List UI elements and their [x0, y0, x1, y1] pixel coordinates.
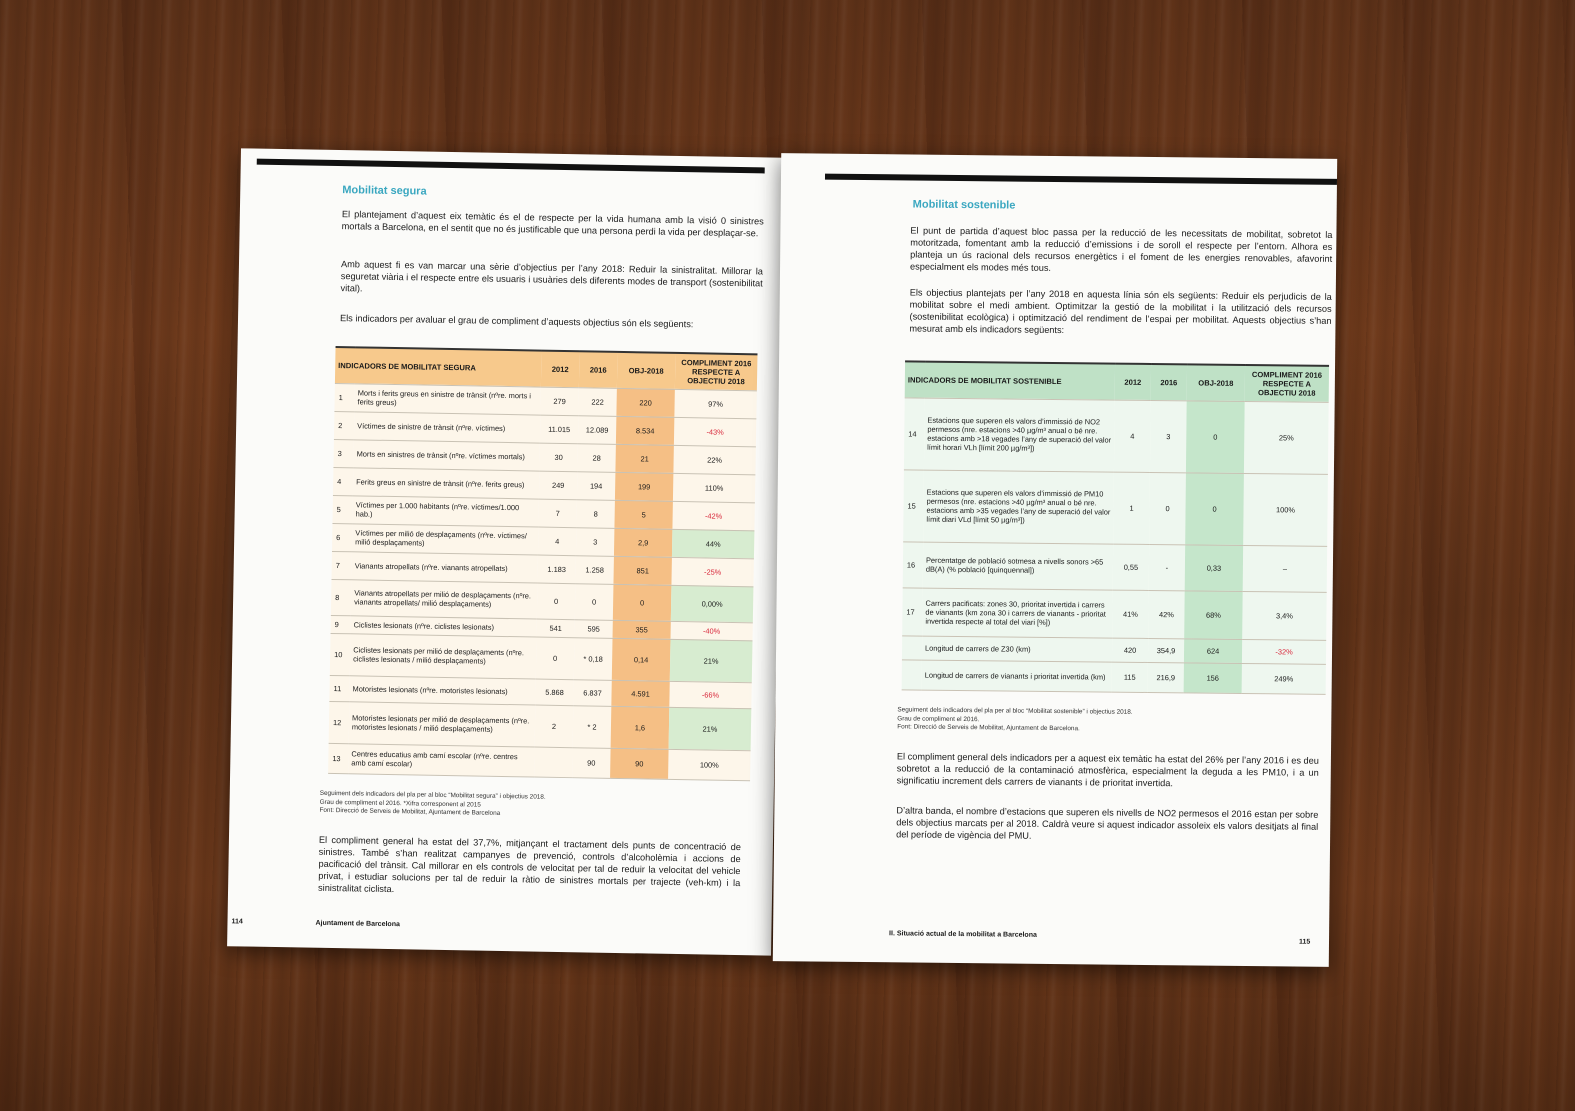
row-number: 12: [329, 701, 350, 743]
compliance-value: -66%: [669, 681, 751, 708]
compliance-value: 0,00%: [671, 585, 754, 622]
value-2012: 1: [1113, 472, 1150, 544]
compliance-value: -40%: [671, 621, 753, 640]
table-header: COMPLIMENT 2016 RESPECTE A OBJECTIU 2018: [675, 353, 758, 390]
compliance-value: –: [1243, 545, 1327, 592]
value-2012: 249: [539, 471, 577, 500]
row-number: 5: [332, 495, 352, 523]
value-2012: 0: [536, 637, 575, 680]
paragraph: Els indicadors per avaluar el grau de compliment d’aquests objectius són els següents:: [339, 313, 694, 330]
objective-2018: 68%: [1184, 590, 1242, 639]
row-number: 4: [333, 467, 353, 495]
compliance-value: -32%: [1242, 639, 1326, 664]
indicator-description: Vianants atropellats (nºre. vianants atropellats): [351, 551, 537, 582]
objective-2018: 355: [613, 620, 671, 639]
value-2016: 12.089: [578, 415, 616, 444]
table-row: [902, 587, 1326, 639]
value-2016: 28: [577, 443, 615, 472]
table-row: [328, 743, 750, 780]
row-number: 9: [331, 615, 351, 633]
table-row: [902, 659, 1326, 693]
indicator-description: Longitud de carrers de vianants i prioritat invertida (km): [922, 660, 1112, 692]
row-number: 11: [329, 675, 349, 701]
footnote: Font: Direcció de Serveis de Mobilitat, Ajuntament de Barcelona: [319, 806, 501, 818]
value-2012: 0,55: [1113, 544, 1149, 590]
value-2016: 354,9: [1148, 638, 1184, 662]
table-row: [329, 701, 752, 750]
value-2016: 194: [577, 471, 615, 500]
row-number: 1: [334, 383, 354, 411]
footnotes: [319, 790, 739, 823]
value-2016: 216,9: [1148, 662, 1184, 692]
indicator-description: Vianants atropellats per milió de desplaçaments (nºre. vianants atropellats/ milió desplaçaments): [351, 579, 538, 618]
table-header: 2012: [541, 351, 580, 388]
indicator-description: Estacions que superen els valors d’immissió de NO2 permesos (nre. estacions >40 µg/m³ anual o bé nre. estacions amb >18 vegades l’any de superació del valor límit horari VLh [límit 200 µg/m³]): [924, 398, 1115, 472]
objective-2018: 156: [1184, 662, 1242, 693]
value-2012: 115: [1112, 662, 1148, 692]
objective-2018: 199: [615, 472, 673, 501]
row-number: 16: [903, 541, 923, 587]
row-number: 15: [903, 469, 924, 541]
table-header: 2016: [579, 351, 618, 388]
objective-2018: 624: [1184, 638, 1242, 663]
value-2012: 11.015: [540, 415, 578, 444]
indicator-description: Carrers pacificats: zones 30, prioritat invertida i carrers de vianants (km zona 30 i carrers de vianants - prioritat invertida respecte al total del viari [%]): [922, 588, 1112, 638]
value-2012: 30: [539, 443, 577, 472]
compliance-value: 21%: [669, 707, 752, 750]
row-number: 2: [334, 411, 354, 439]
row-number: 6: [332, 523, 352, 551]
top-rule: [257, 159, 765, 174]
closing-paragraph: El compliment general dels indicadors per a aquest eix temàtic ha estat del 26% per l’any 2016 i es deu sobretot a la reducció de la contaminació atmosfèrica, especialment la deguda a les PM10, i a un significatiu increment dels carrers de vianants i de prioritat invertida.: [896, 751, 1319, 789]
compliance-value: 21%: [670, 639, 753, 682]
value-2016: 0: [575, 583, 614, 620]
page-number: 115: [1298, 938, 1311, 946]
objective-2018: 8.534: [616, 416, 674, 445]
row-number: 3: [333, 439, 353, 467]
value-2012: 420: [1112, 638, 1148, 662]
value-2012: 541: [537, 619, 575, 638]
table-header: INDICADORS DE MOBILITAT SEGURA: [335, 347, 542, 387]
compliance-value: -25%: [671, 557, 753, 586]
paragraph: Els objectius plantejats per l’any 2018 en aquesta línia són els següents: Reduir els perjudicis de la mobilitat sobre el medi ambient. Optimitzar la gestió de la mobilitat i la utilització dels recursos (sostenibilitat ecològica) i optimització del rendiment de l’espai per mobilitat. Aquests objectius s’han mesurat amb els indicadors següents:: [909, 287, 1332, 336]
table-row: [903, 469, 1328, 545]
indicator-description: Víctimes per milió de desplaçaments (nºre. víctimes/ milió desplaçaments): [352, 523, 538, 554]
value-2016: -: [1149, 544, 1185, 590]
value-2016: * 2: [573, 705, 612, 748]
indicator-description: Centres educatius amb camí escolar (nºre. centres amb camí escolar): [348, 743, 534, 776]
section-title: Mobilitat sostenible: [912, 198, 1016, 212]
row-number: 10: [330, 633, 351, 675]
objective-2018: 0,33: [1185, 544, 1243, 591]
value-2016: 3: [1150, 400, 1187, 472]
row-number: 7: [332, 551, 352, 579]
compliance-value: 110%: [673, 473, 755, 502]
compliance-value: 100%: [668, 749, 751, 780]
indicators-table: [328, 346, 757, 781]
compliance-value: 44%: [672, 529, 754, 558]
footnote: Font: Direcció de Serveis de Mobilitat, Ajuntament de Barcelona.: [897, 723, 1080, 733]
row-number: [902, 659, 922, 689]
value-2012: 2: [535, 705, 574, 748]
objective-2018: 2,9: [614, 528, 672, 557]
value-2012: 7: [538, 499, 576, 528]
value-2012: 5.868: [535, 679, 573, 706]
top-rule: [825, 174, 1337, 185]
row-number: 17: [902, 587, 923, 635]
table-header: 2016: [1151, 364, 1187, 400]
value-2016: * 0,18: [574, 637, 613, 680]
indicator-description: Percentatge de població sotmesa a nivells sonors >65 dB(A) (% població [quinquennal]): [923, 542, 1113, 590]
value-2016: 222: [578, 387, 616, 416]
objective-2018: 851: [613, 556, 671, 585]
value-2012: 279: [540, 387, 578, 416]
table-body: [902, 397, 1329, 693]
indicator-description: Motoristes lesionats per milió de desplaçaments (nºre. motoristes lesionats / milió desplaçaments): [349, 701, 536, 746]
running-footer: Ajuntament de Barcelona: [315, 919, 400, 929]
value-2012: 4: [1114, 400, 1151, 472]
left-page: [227, 148, 785, 955]
row-number: 14: [904, 397, 925, 469]
table-row: [903, 541, 1327, 591]
compliance-value: 100%: [1243, 473, 1328, 546]
table-header: COMPLIMENT 2016 RESPECTE A OBJECTIU 2018: [1245, 365, 1329, 402]
table-header: OBJ-2018: [617, 352, 676, 389]
indicator-description: Víctimes de sinistre de trànsit (nºre. víctimes): [354, 411, 540, 442]
compliance-value: 3,4%: [1242, 591, 1326, 640]
table-header: INDICADORS DE MOBILITAT SOSTENIBLE: [905, 361, 1115, 399]
objective-2018: 220: [616, 388, 674, 417]
compliance-value: 25%: [1244, 401, 1329, 474]
value-2012: [534, 747, 573, 778]
running-footer: II. Situació actual de la mobilitat a Barcelona: [889, 930, 1037, 939]
compliance-value: 97%: [674, 389, 756, 418]
footnote: Seguiment dels indicadors del pla per al bloc “Mobilitat sostenible” i objectius 2018.: [897, 706, 1133, 716]
objective-2018: 90: [610, 748, 669, 779]
compliance-value: 22%: [673, 445, 755, 474]
value-2016: 1.258: [575, 555, 613, 584]
indicator-description: Morts en sinistres de trànsit (nºre. víctimes mortals): [353, 439, 539, 470]
row-number: 13: [328, 743, 349, 773]
objective-2018: 0: [613, 584, 672, 621]
objective-2018: 4.591: [611, 680, 669, 707]
value-2016: 595: [575, 619, 613, 638]
value-2016: 6.837: [573, 679, 611, 706]
value-2012: 41%: [1112, 590, 1149, 638]
compliance-value: -43%: [674, 417, 756, 446]
indicator-description: Ciclistes lesionats (nºre. ciclistes lesionats): [351, 615, 537, 636]
value-2016: 3: [576, 527, 614, 556]
section-title: Mobilitat segura: [342, 184, 427, 198]
closing-paragraph: D’altra banda, el nombre d’estacions que superen els nivells de NO2 permesos el 2016 estan per sobre dels objectius marcats per al 2018. Caldrà veure si aquest indicador assoleix els valors desitjats al final del període de vigència del PMU.: [896, 805, 1319, 841]
value-2016: 8: [576, 499, 614, 528]
objective-2018: 0,14: [612, 638, 671, 681]
row-number: [902, 635, 922, 659]
right-page: [773, 153, 1337, 967]
footnote: Grau de compliment el 2016. *Xifra corresponent al 2015: [319, 798, 481, 809]
objective-2018: 21: [615, 444, 673, 473]
row-number: 8: [331, 579, 352, 615]
value-2016: 42%: [1148, 590, 1185, 638]
value-2012: 4: [538, 527, 576, 556]
indicator-description: Ferits greus en sinistre de trànsit (nºre. ferits greus): [353, 467, 539, 498]
value-2012: 0: [537, 583, 576, 620]
value-2012: 1.183: [537, 555, 575, 584]
compliance-value: -42%: [672, 501, 754, 530]
objective-2018: 0: [1185, 472, 1244, 545]
table-header: 2012: [1115, 364, 1151, 400]
indicator-description: Ciclistes lesionats per milió de desplaçaments (nºre. ciclistes lesionats / milió desplaçaments): [350, 633, 537, 678]
compliance-value: 249%: [1242, 663, 1326, 694]
indicators-table: [902, 360, 1329, 694]
objective-2018: 0: [1186, 400, 1245, 473]
table-row: [904, 397, 1329, 473]
objective-2018: 1,6: [611, 706, 670, 749]
table-row: [330, 633, 753, 682]
closing-paragraph: El compliment general ha estat del 37,7%, mitjançant el tractament dels punts de concentració de sinistres. També s’han realitzat campanyes de prevenció, controls d’alcoholèmia i accions de pacificació del trànsit. Cal millorar en els controls de velocitat per tal de reduir la velocitat del vehicle privat, i estudiar solucions per tal de reduir la ràtio de sinistres mortals per trajecte (veh-km) i la sinistralitat ciclista.: [318, 834, 741, 895]
value-2016: 0: [1149, 472, 1186, 544]
indicator-description: Víctimes per 1.000 habitants (nºre. víctimes/1.000 hab.): [352, 495, 538, 526]
paragraph: El punt de partida d’aquest bloc passa per la reducció de les necessitats de mobilitat, sobretot la motoritzada, fomentant amb la reducció d’emissions i de soroll el respecte per l’entorn. Alhora es planteja un ús racional dels recursos energètics i el foment de les energies renovables, afavorint especialment els modes més tous.: [910, 225, 1333, 273]
footnotes: [897, 706, 1317, 736]
paragraph: El plantejament d’aquest eix temàtic és el de respecte per la vida humana amb la visió 0 sinistres mortals a Barcelona, en el sentit que no és justificable que una persona perdi la vida per desplaçar-se.: [341, 209, 764, 239]
indicator-description: Motoristes lesionats (nºre. motoristes lesionats): [349, 675, 535, 704]
paragraph: Amb aquest fi es van marcar una sèrie d’objectius per l’any 2018: Reduir la sinistralitat. Millorar la seguretat viària i el respecte entre els usuaris i usuàries dels diferents modes de transport (sostenibilitat vital).: [340, 259, 764, 294]
footnote: Grau de compliment el 2016.: [897, 714, 980, 723]
table-header: OBJ-2018: [1187, 364, 1245, 401]
value-2016: 90: [572, 747, 611, 778]
page-number: 114: [231, 918, 243, 926]
indicator-description: Morts i ferits greus en sinistre de trànsit (nºre. morts i ferits greus): [354, 383, 540, 414]
footnote: Seguiment dels indicadors del pla per al bloc “Mobilitat segura” i objectius 2018.: [319, 789, 546, 801]
indicator-description: Estacions que superen els valors d’immissió de PM10 permesos (nre. estacions >40 µg/m³ anual o bé nre. estacions amb >35 vegades l’any de superació del valor límit diari VLd [límit 50 µg/m³]): [923, 470, 1114, 544]
table-body: [328, 383, 757, 780]
objective-2018: 5: [614, 500, 672, 529]
indicator-description: Longitud de carrers de Z30 (km): [922, 636, 1112, 662]
